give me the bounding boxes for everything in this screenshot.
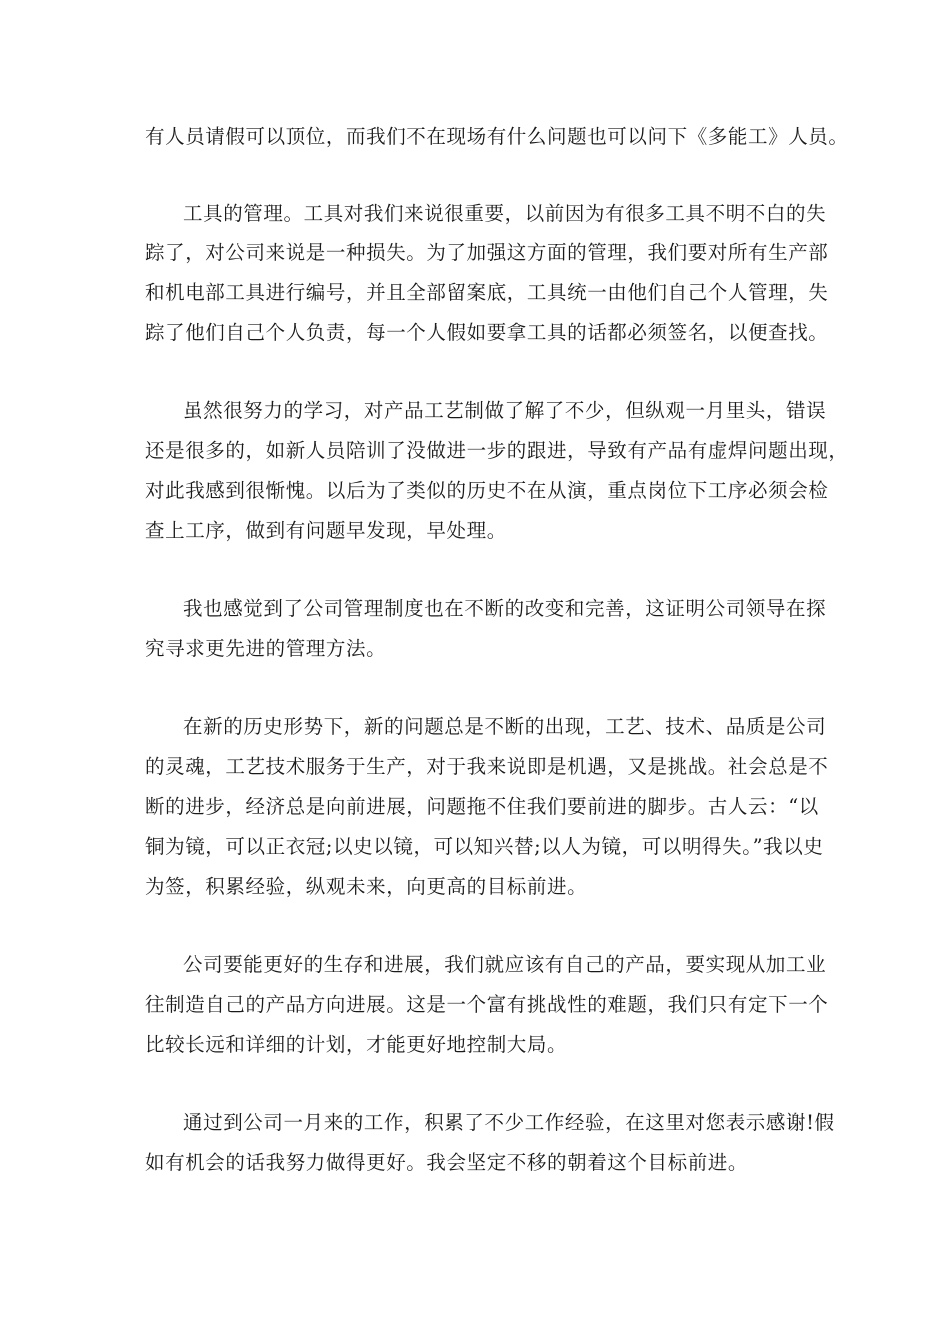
paragraph-3-line-4: 查上工序，做到有问题早发现，早处理。 (145, 519, 507, 542)
paragraph-2-line-4: 踪了他们自己个人负责，每一个人假如要拿工具的话都必须签名，以便查找。 (145, 321, 829, 344)
paragraph-5-line-2: 的灵魂，工艺技术服务于生产，对于我来说即是机遇，又是挑战。社会总是不 (145, 755, 829, 778)
paragraph-7-line-2: 如有机会的话我努力做得更好。我会坚定不移的朝着这个目标前进。 (145, 1151, 749, 1174)
paragraph-7-line-1: 通过到公司一月来的工作，积累了不少工作经验，在这里对您表示感谢!假 (183, 1111, 835, 1134)
paragraph-6-line-1: 公司要能更好的生存和进展，我们就应该有自己的产品，要实现从加工业 (183, 953, 827, 976)
paragraph-1-line-1: 有人员请假可以顶位，而我们不在现场有什么问题也可以问下《多能工》人员。 (145, 125, 849, 148)
paragraph-3-line-3: 对此我感到很惭愧。以后为了类似的历史不在从演，重点岗位下工序必须会检 (145, 479, 829, 502)
paragraph-2-line-1: 工具的管理。工具对我们来说很重要，以前因为有很多工具不明不白的失 (183, 202, 827, 225)
paragraph-5-line-5: 为签，积累经验，纵观未来，向更高的目标前进。 (145, 875, 588, 898)
paragraph-4-line-1: 我也感觉到了公司管理制度也在不断的改变和完善，这证明公司领导在探 (183, 597, 827, 620)
paragraph-5-line-3: 断的进步，经济总是向前进展，问题拖不住我们要前进的脚步。古人云：“以 (145, 795, 819, 818)
paragraph-5-line-4: 铜为镜，可以正衣冠;以史以镜，可以知兴替;以人为镜，可以明得失。”我以史 (145, 835, 824, 858)
paragraph-5-line-1: 在新的历史形势下，新的问题总是不断的出现，工艺、技术、品质是公司 (183, 715, 827, 738)
paragraph-4-line-2: 究寻求更先进的管理方法。 (145, 637, 387, 660)
paragraph-3-line-2: 还是很多的，如新人员陪训了没做进一步的跟进，导致有产品有虚焊问题出现， (145, 439, 849, 462)
paragraph-6-line-2: 往制造自己的产品方向进展。这是一个富有挑战性的难题，我们只有定下一个 (145, 993, 829, 1016)
paragraph-6-line-3: 比较长远和详细的计划，才能更好地控制大局。 (145, 1033, 568, 1056)
paragraph-2-line-2: 踪了，对公司来说是一种损失。为了加强这方面的管理，我们要对所有生产部 (145, 241, 829, 264)
paragraph-2-line-3: 和机电部工具进行编号，并且全部留案底，工具统一由他们自己个人管理，失 (145, 281, 829, 304)
paragraph-3-line-1: 虽然很努力的学习，对产品工艺制做了解了不少，但纵观一月里头，错误 (183, 399, 827, 422)
